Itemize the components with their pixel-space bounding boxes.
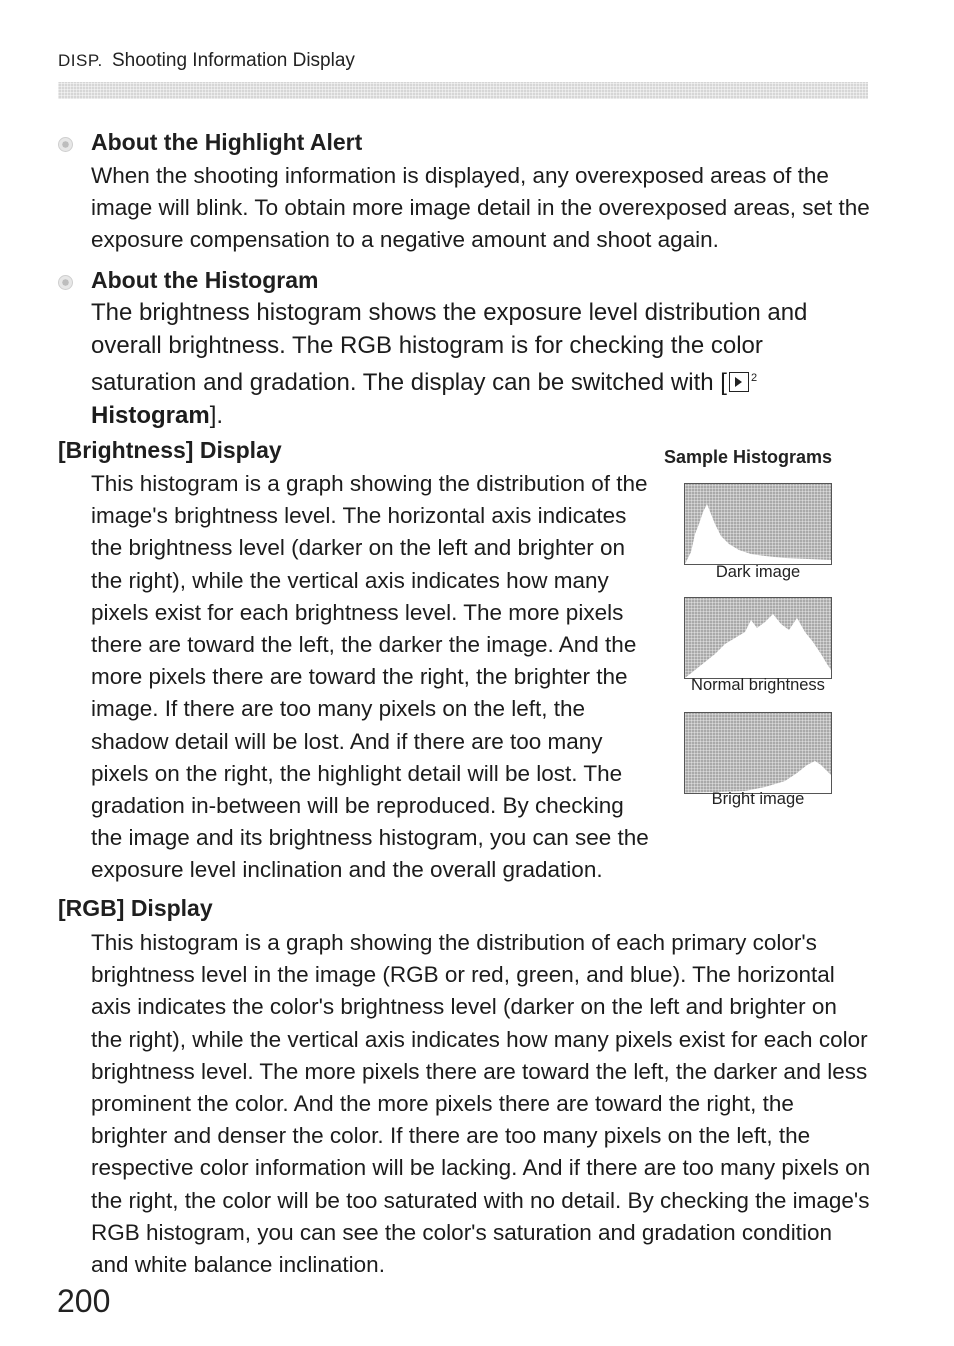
playback-icon	[729, 372, 749, 392]
histogram-text-body: The brightness histogram shows the exposure level distribution and overall brightness. The RGB histogram is for checking the color saturation and gradation. The display can be switched with [	[91, 299, 808, 396]
page-header	[58, 50, 355, 72]
rgb-display-text: This histogram is a graph showing the distribution of each primary color's brightness level in the image (RGB or red, green, and blue). The horizontal axis indicates the color's brightness level (darker on the left and brighter on the right), while the vertical axis indicates how many pixels exist for each color brightness level. The more pixels there are toward the left, the darker and less prominent the color. And the more pixels there are toward the right, the brighter and denser the color. If there are too many pixels on the left, the respective color information will be lacking. And if there are too many pixels on the right, the color will be too saturated with no detail. By checking the image's RGB histogram, you can see the color's saturation and gradation condition and white balance inclination.	[91, 930, 871, 1278]
disp-label: DISP.	[58, 51, 103, 70]
normal-brightness-caption: Normal brightness	[691, 676, 825, 694]
bullet-icon	[58, 275, 73, 290]
sample-histograms-title: Sample Histograms	[664, 447, 833, 467]
brightness-display-text-1	[91, 468, 651, 887]
normal-brightness-histogram	[684, 597, 832, 679]
bullet-icon	[58, 137, 73, 152]
highlight-alert-text: When the shooting information is displayed, any overexposed areas of the image will blink. To obtain more image detail in the overexposed areas, set the exposure compensation to a negative amount and shoot again.	[91, 163, 870, 253]
dark-image-histogram	[684, 483, 832, 565]
brightness-display-text: This histogram is a graph showing the distribution of the image's brightness level. The horizontal axis indicates the brightness level (darker on the left and brighter on the right), while the vertical axis indicates how many pixels exist for each brightness level. The more pixels there are toward the left, the darker the image. And the more pixels there are toward the right, the brighter the image. If there are too many pixels on the left, the shadow detail will be lost. And if there are too many pixels on the right, the highlight detail will be lost. The gradation in-between will be reproduced. By checking the image and its brightness histogram, you can see the exposure level inclination and the overall gradation.	[91, 471, 649, 883]
dark-image-caption: Dark image	[715, 563, 801, 581]
histogram-title: About the Histogram	[91, 267, 319, 293]
histogram-text-end: ].	[209, 401, 224, 429]
histogram-button-label: Histogram	[91, 401, 210, 429]
bright-image-histogram	[684, 712, 832, 794]
bright-image-caption: Bright image	[711, 790, 805, 808]
brightness-display-title: [Brightness] Display	[58, 437, 282, 463]
bright-histogram-graph	[685, 713, 831, 793]
normal-histogram-graph	[685, 598, 831, 678]
page-number: 200	[57, 1283, 111, 1319]
header-bar	[58, 82, 868, 99]
highlight-alert-title: About the Highlight Alert	[91, 129, 363, 155]
rgb-display-title: [RGB] Display	[58, 895, 213, 921]
histogram-text: The brightness histogram shows the exposure level distribution and overall brightness. The RGB histogram is for checking the color saturation and gradation. The display can be switched with [ $^2$ Histogram].	[91, 297, 871, 432]
header-title: Shooting Information Display	[112, 50, 355, 71]
dark-histogram-graph	[685, 484, 831, 564]
